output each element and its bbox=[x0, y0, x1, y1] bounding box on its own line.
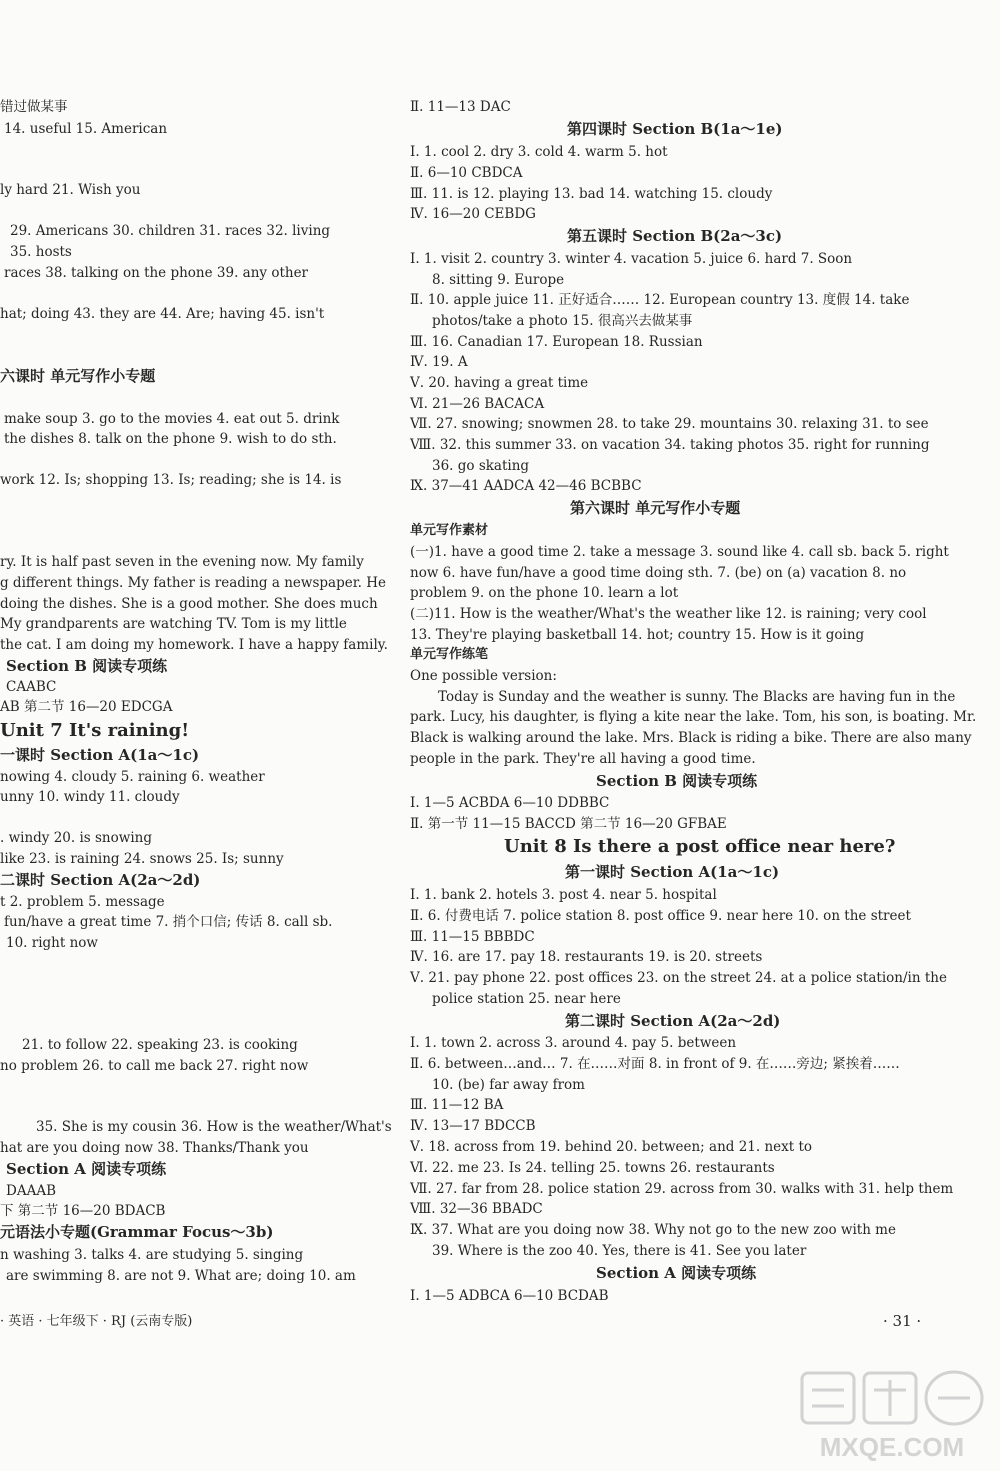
left-line: 21. to follow 22. speaking 23. is cooking bbox=[22, 1037, 298, 1053]
left-lesson-heading: 六课时 单元写作小专题 bbox=[0, 367, 156, 385]
left-line: no problem 26. to call me back 27. right now bbox=[0, 1058, 309, 1074]
right-line: Ⅵ. 21—26 BACACA bbox=[410, 396, 545, 412]
right-line: (二)11. How is the weather/What's the weather like 12. is raining; very cool bbox=[410, 606, 927, 622]
right-line: photos/take a photo 15. 很高兴去做某事 bbox=[432, 313, 693, 329]
right-line: 13. They're playing basketball 14. hot; country 15. How is it going bbox=[410, 627, 865, 643]
left-line: nowing 4. cloudy 5. raining 6. weather bbox=[0, 769, 265, 785]
right-line: Ⅴ. 18. across from 19. behind 20. between; and 21. next to bbox=[410, 1139, 813, 1155]
left-line: unny 10. windy 11. cloudy bbox=[0, 789, 180, 805]
lesson-6-heading: 第六课时 单元写作小专题 bbox=[570, 499, 741, 517]
left-line: make soup 3. go to the movies 4. eat out 5. drink bbox=[4, 411, 340, 427]
left-line: 14. useful 15. American bbox=[4, 121, 168, 137]
left-essay-line: My grandparents are watching TV. Tom is my little bbox=[0, 616, 347, 632]
left-line: fun/have a great time 7. 捎个口信; 传话 8. call sb. bbox=[4, 914, 333, 930]
left-line: 29. Americans 30. children 31. races 32. living bbox=[10, 223, 331, 239]
left-line: CAABC bbox=[6, 679, 57, 695]
right-line: Ⅴ. 21. pay phone 22. post offices 23. on the street 24. at a police station/in the bbox=[410, 970, 947, 986]
right-line: Ⅱ. 11—13 DAC bbox=[410, 99, 511, 115]
left-line: hat are you doing now 38. Thanks/Thank you bbox=[0, 1140, 309, 1156]
essay-line: people in the park. They're all having a good time. bbox=[410, 751, 756, 767]
left-lesson-heading: 一课时 Section A(1a～1c) bbox=[0, 746, 200, 764]
left-line: 下 第二节 16—20 BDACB bbox=[0, 1203, 166, 1219]
right-line: Ⅲ. 11—15 BBBDC bbox=[410, 929, 535, 945]
left-section-heading: Section A 阅读专项练 bbox=[6, 1160, 167, 1178]
right-line: Ⅷ. 32—36 BBADC bbox=[410, 1201, 543, 1217]
left-lesson-heading: 二课时 Section A(2a～2d) bbox=[0, 871, 201, 889]
right-line: Ⅰ. 1. visit 2. country 3. winter 4. vacation 5. juice 6. hard 7. Soon bbox=[410, 251, 853, 267]
lesson-5-heading: 第五课时 Section B(2a～3c) bbox=[567, 227, 783, 245]
left-line: 35. She is my cousin 36. How is the weather/What's bbox=[36, 1119, 392, 1135]
left-line: 35. hosts bbox=[10, 244, 72, 260]
right-line: Ⅲ. 11—12 BA bbox=[410, 1097, 504, 1113]
writing-material-heading: 单元写作素材 bbox=[410, 523, 489, 538]
right-line: now 6. have fun/have a good time doing sth. 7. (be) on (a) vacation 8. no bbox=[410, 565, 907, 581]
essay-line: Today is Sunday and the weather is sunny. The Blacks are having fun in the bbox=[438, 689, 956, 705]
left-essay-line: g different things. My father is reading a newspaper. He bbox=[0, 575, 387, 591]
lesson-4-heading: 第四课时 Section B(1a～1e) bbox=[567, 120, 783, 138]
right-line: Ⅳ. 13—17 BDCCB bbox=[410, 1118, 536, 1134]
right-line: Ⅸ. 37. What are you doing now 38. Why not go to the new zoo with me bbox=[410, 1222, 896, 1238]
footer-label: · 英语 · 七年级下 · RJ (云南专版) bbox=[0, 1314, 193, 1329]
left-line: are swimming 8. are not 9. What are; doing 10. am bbox=[6, 1268, 356, 1284]
right-line: Ⅵ. 22. me 23. Is 24. telling 25. towns 26. restaurants bbox=[410, 1160, 775, 1176]
left-line: ly hard 21. Wish you bbox=[0, 182, 141, 198]
left-line: like 23. is raining 24. snows 25. Is; sunny bbox=[0, 851, 284, 867]
right-line: 10. (be) far away from bbox=[432, 1077, 585, 1093]
left-lesson-heading: 元语法小专题(Grammar Focus～3b) bbox=[0, 1223, 274, 1241]
left-line: work 12. Is; shopping 13. Is; reading; she is 14. is bbox=[0, 472, 342, 488]
lesson-1-heading: 第一课时 Section A(1a～1c) bbox=[565, 863, 780, 881]
right-line: Ⅰ. 1—5 ADBCA 6—10 BCDAB bbox=[410, 1288, 609, 1304]
essay-line: park. Lucy, his daughter, is flying a kite near the lake. Tom, his son, is boating. Mr. bbox=[410, 709, 977, 725]
right-line: Ⅱ. 6. between…and… 7. 在……对面 8. in front of 9. 在……旁边; 紧挨着…… bbox=[410, 1056, 900, 1072]
right-line: police station 25. near here bbox=[432, 991, 621, 1007]
right-line: Ⅷ. 32. this summer 33. on vacation 34. taking photos 35. right for running bbox=[410, 437, 930, 453]
right-line: Ⅳ. 16. are 17. pay 18. restaurants 19. is 20. streets bbox=[410, 949, 763, 965]
left-line: the dishes 8. talk on the phone 9. wish to do sth. bbox=[4, 431, 337, 447]
left-essay-line: doing the dishes. She is a good mother. She does much bbox=[0, 596, 378, 612]
right-line: 36. go skating bbox=[432, 458, 530, 474]
right-line: Ⅱ. 第一节 11—15 BACCD 第二节 16—20 GFBAE bbox=[410, 816, 727, 832]
right-line: (一)1. have a good time 2. take a message 3. sound like 4. call sb. back 5. right bbox=[410, 544, 949, 560]
left-line: races 38. talking on the phone 39. any other bbox=[4, 265, 309, 281]
section-b-reading-heading: Section B 阅读专项练 bbox=[596, 772, 758, 790]
right-line: Ⅴ. 20. having a great time bbox=[410, 375, 589, 391]
left-essay-line: the cat. I am doing my homework. I have a happy family. bbox=[0, 637, 388, 653]
left-line: . windy 20. is snowing bbox=[0, 830, 152, 846]
watermark-url: MXQE.COM bbox=[819, 1432, 965, 1462]
right-line: Ⅳ. 16—20 CEBDG bbox=[410, 206, 536, 222]
right-line: 8. sitting 9. Europe bbox=[432, 272, 565, 288]
right-line: Ⅸ. 37—41 AADCA 42—46 BCBBC bbox=[410, 478, 642, 494]
left-line: n washing 3. talks 4. are studying 5. singing bbox=[0, 1247, 304, 1263]
right-line: Ⅳ. 19. A bbox=[410, 354, 468, 370]
left-section-heading: Section B 阅读专项练 bbox=[6, 657, 168, 675]
right-line: Ⅰ. 1—5 ACBDA 6—10 DDBBC bbox=[410, 795, 610, 811]
right-line: Ⅶ. 27. snowing; snowmen 28. to take 29. mountains 30. relaxing 31. to see bbox=[410, 416, 929, 432]
essay-line: Black is walking around the lake. Mrs. Black is riding a bike. There are also many bbox=[410, 730, 972, 746]
right-line: Ⅱ. 6. 付费电话 7. police station 8. post office 9. near here 10. on the street bbox=[410, 908, 911, 924]
right-line: Ⅰ. 1. bank 2. hotels 3. post 4. near 5. hospital bbox=[410, 887, 717, 903]
right-line: problem 9. on the phone 10. learn a lot bbox=[410, 585, 679, 601]
writing-practice-heading: 单元写作练笔 bbox=[410, 647, 489, 662]
unit-8-title: Unit 8 Is there a post office near here? bbox=[504, 836, 896, 857]
right-line: Ⅲ. 16. Canadian 17. European 18. Russian bbox=[410, 334, 703, 350]
left-line: hat; doing 43. they are 44. Are; having 45. isn't bbox=[0, 306, 325, 322]
left-line: DAAAB bbox=[6, 1183, 56, 1199]
unit-7-title: Unit 7 It's raining! bbox=[0, 720, 190, 741]
right-line: Ⅲ. 11. is 12. playing 13. bad 14. watching 15. cloudy bbox=[410, 186, 773, 202]
right-line: Ⅶ. 27. far from 28. police station 29. across from 30. walks with 31. help them bbox=[410, 1181, 954, 1197]
right-line: Ⅰ. 1. town 2. across 3. around 4. pay 5. between bbox=[410, 1035, 737, 1051]
left-line: 错过做某事 bbox=[0, 99, 68, 115]
lesson-2-heading: 第二课时 Section A(2a～2d) bbox=[565, 1012, 781, 1030]
left-line: AB 第二节 16—20 EDCGA bbox=[0, 699, 173, 715]
left-line: 10. right now bbox=[6, 935, 98, 951]
watermark-logo bbox=[792, 1368, 992, 1463]
right-line: Ⅱ. 10. apple juice 11. 正好适合…… 12. European country 13. 度假 14. take bbox=[410, 292, 910, 308]
left-essay-line: ry. It is half past seven in the evening now. My family bbox=[0, 554, 364, 570]
left-line: t 2. problem 5. message bbox=[0, 894, 165, 910]
right-line: One possible version: bbox=[410, 668, 557, 684]
right-line: 39. Where is the zoo 40. Yes, there is 41. See you later bbox=[432, 1243, 807, 1259]
page-number: · 31 · bbox=[883, 1312, 922, 1330]
right-line: Ⅱ. 6—10 CBDCA bbox=[410, 165, 523, 181]
section-a-reading-heading: Section A 阅读专项练 bbox=[596, 1264, 757, 1282]
right-line: Ⅰ. 1. cool 2. dry 3. cold 4. warm 5. hot bbox=[410, 144, 668, 160]
